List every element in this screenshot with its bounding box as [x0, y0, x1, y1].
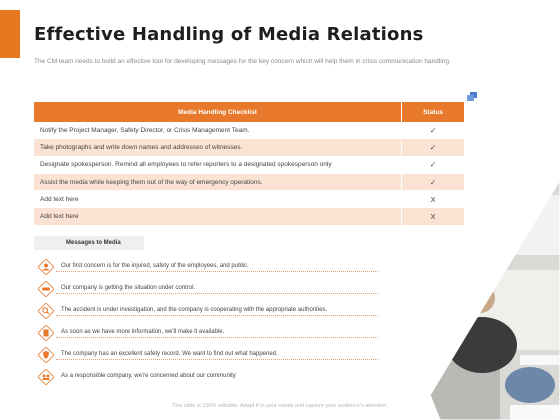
accent-bar — [0, 10, 20, 58]
list-item — [38, 347, 378, 363]
divider — [56, 337, 378, 338]
handshake-icon — [38, 281, 54, 297]
message-text: Our company is getting the situation under control. — [61, 285, 196, 291]
row-item: Take photographs and write down names and addresses of witnesses. — [34, 139, 402, 156]
table-row — [34, 139, 464, 156]
search-icon — [38, 303, 54, 319]
slide-title: Effective Handling of Media Relations — [34, 24, 424, 45]
message-text: As a responsible company, we're concerned about our community — [61, 373, 236, 379]
community-icon — [38, 369, 54, 385]
row-item: Designate spokesperson. Remind all employees to refer reporters to a designated spokesperson only — [34, 156, 402, 173]
header-status: Status — [402, 102, 465, 122]
table-row — [34, 173, 464, 190]
table-row — [34, 191, 464, 208]
row-item: Assist the media while keeping them out of the way of emergency operations. — [34, 173, 402, 190]
row-status: X — [402, 208, 465, 225]
divider — [56, 315, 378, 316]
user-icon — [38, 259, 54, 275]
message-text: The company has an excellent safety record. We want to find out what happened. — [61, 351, 278, 357]
copy-icon — [467, 92, 477, 101]
message-text: The accident is under investigation, and the company is cooperating with the appropriate authorities. — [61, 307, 328, 313]
media-handling-checklist — [34, 102, 464, 226]
message-text: Our first concern is for the injured, safety of the employees, and public. — [61, 263, 249, 269]
list-item — [38, 325, 378, 341]
row-status: ✓ — [402, 156, 465, 173]
row-status: X — [402, 191, 465, 208]
divider — [56, 271, 378, 272]
messages-to-media-label: Messages to Media — [34, 236, 144, 250]
slide-subtitle: The CM team needs to build an effective tool for developing messages for the key concern which will help them in crisis communication handling. — [34, 58, 451, 65]
header-checklist: Media Handling Checklist — [34, 102, 402, 122]
row-status: ✓ — [402, 173, 465, 190]
shield-icon — [38, 347, 54, 363]
row-item: Add text here — [34, 191, 402, 208]
message-text: As soon as we have more information, we'll make it available. — [61, 329, 225, 335]
list-item — [38, 281, 378, 297]
row-status: ✓ — [402, 139, 465, 156]
slide-footer: This slide is 100% editable. Adapt it to your needs and capture your audience's attention. — [172, 403, 388, 409]
row-status: ✓ — [402, 122, 465, 139]
list-item — [38, 259, 378, 275]
table-row — [34, 208, 464, 225]
list-item — [38, 303, 378, 319]
table-row — [34, 156, 464, 173]
row-item: Notify the Project Manager, Safety Director, or Crisis Management Team. — [34, 122, 402, 139]
divider — [56, 293, 378, 294]
row-item: Add text here — [34, 208, 402, 225]
table-row — [34, 122, 464, 139]
list-item — [38, 369, 378, 385]
divider — [56, 359, 378, 360]
document-icon — [38, 325, 54, 341]
table-header — [34, 102, 464, 122]
